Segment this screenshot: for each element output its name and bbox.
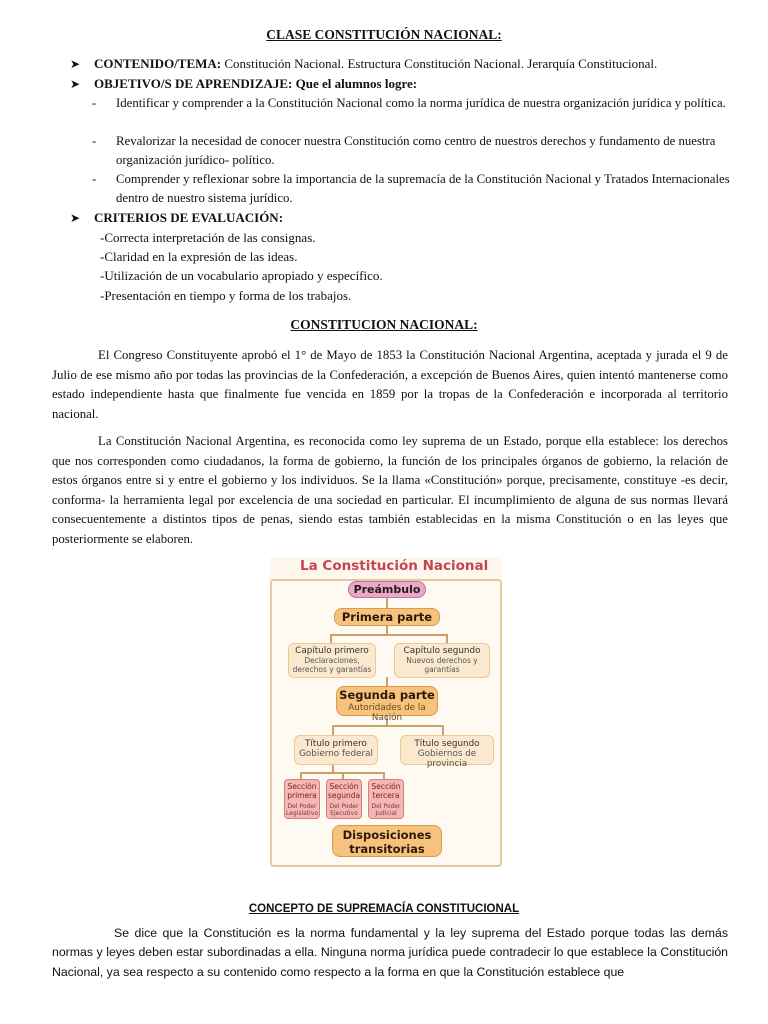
capitulo-primero-box: Capítulo primero Declaraciones, derechos y garantías — [288, 643, 376, 678]
titulo-segundo-box: Título segundo Gobiernos de provincia — [400, 735, 494, 765]
segunda-parte-box: Segunda parte Autoridades de la Nación — [336, 686, 438, 716]
connector-line — [330, 634, 448, 636]
connector-line — [332, 725, 334, 735]
criterio-item: -Presentación en tiempo y forma de los trabajos. — [100, 288, 352, 303]
section-title-constitucion: CONSTITUCION NACIONAL: — [290, 317, 478, 332]
paragraph-definition: La Constitución Nacional Argentina, es reconocida como ley suprema de un Estado, porque ella establece: los derechos que nos corresponden como ciudadanos, la forma de gobierno, la función de los principales órganos de gobierno, la relación de estos órganos entre si y entre el gobierno y los individuos. Se la llama «Constitución» porque, precisamente, constituye -es decir, conforma- la herramienta legal por excelencia de una sociedad en particular. El incumplimiento de alguna de sus normas llevará consecuentemente a distintos tipos de penas, siendo estas también establecidas en la misma Constitución o en las leyes que posteriormente se elaboren. — [52, 434, 728, 546]
connector-line — [332, 725, 444, 727]
contenido-label: CONTENIDO/TEMA: — [94, 56, 222, 71]
objetivo-item: - Identificar y comprender a la Constitución Nacional como la norma jurídica de nuestra organización jurídica y política. — [92, 96, 726, 110]
objetivo-item: - Revalorizar la necesidad de conocer nuestra Constitución como centro de nuestros derechos y fundamento de nuestra organización jurídico- político. — [92, 134, 716, 167]
primera-parte-box: Primera parte — [334, 608, 440, 626]
seccion-segunda-box: Sección segunda Del Poder Ejecutivo — [326, 779, 362, 819]
titulo-primero-box: Título primero Gobierno federal — [294, 735, 378, 765]
criterio-item: -Correcta interpretación de las consignas. — [100, 230, 316, 245]
arrow-bullet-icon: ➤ — [70, 57, 81, 71]
connector-line — [300, 772, 302, 779]
capitulo-segundo-box: Capítulo segundo Nuevos derechos y garantías — [394, 643, 490, 678]
criterio-item: -Claridad en la expresión de las ideas. — [100, 249, 298, 264]
objetivo-item: - Comprender y reflexionar sobre la importancia de la supremacía de la Constitución Nacional y Tratados Internacionales dentro de nuestro sistema jurídico. — [92, 172, 730, 205]
seccion-tercera-box: Sección tercera Del Poder Judicial — [368, 779, 404, 819]
arrow-bullet-icon: ➤ — [70, 77, 81, 91]
paragraph-supremacia: Se dice que la Constitución es la norma fundamental y la ley suprema del Estado porque todas las demás normas y leyes deben estar subordinadas a ella. Ninguna norma jurídica puede contradecir lo que establece la Constitución Nacional, ya sea respecto a su contenido como respecto a la forma en que la Constitución establece que — [52, 926, 728, 979]
criterio-item: -Utilización de un vocabulario apropiado y específico. — [100, 268, 383, 283]
arrow-bullet-icon: ➤ — [70, 211, 81, 225]
paragraph-history: El Congreso Constituyente aprobó el 1° de Mayo de 1853 la Constitución Nacional Argentina, aceptada y jurada el 9 de Julio de ese mismo año por todas las provincias de la Confederación, a excepción de Buenos Aires, quien intentó mantenerse como estado independiente hasta que finalmente fue vencida en 1859 por la tropas de la Confederación e incorporada al territorio nacional. — [52, 348, 728, 421]
criterios-label: CRITERIOS DE EVALUACIÓN: — [94, 210, 284, 225]
page-title: CLASE CONSTITUCIÓN NACIONAL: — [266, 27, 502, 42]
objetivos-heading — [70, 76, 417, 92]
contenido-line — [70, 56, 657, 72]
connector-line — [342, 772, 344, 779]
section-title-supremacia: CONCEPTO DE SUPREMACÍA CONSTITUCIONAL — [248, 903, 520, 915]
objetivos-label: OBJETIVO/S DE APRENDIZAJE: Que el alumnos logre: — [94, 76, 418, 91]
disposiciones-box: Disposiciones transitorias — [332, 825, 442, 857]
diagram-title: La Constitución Nacional — [300, 558, 489, 574]
criterios-heading — [70, 210, 283, 226]
seccion-primera-box: Sección primera Del Poder Legislativo — [284, 779, 320, 819]
preambulo-box: Preámbulo — [348, 581, 426, 598]
connector-line — [442, 725, 444, 735]
contenido-text: Constitución Nacional. Estructura Constitución Nacional. Jerarquía Constitucional. — [221, 56, 658, 71]
constitution-structure-diagram — [270, 557, 502, 867]
connector-line — [383, 772, 385, 779]
